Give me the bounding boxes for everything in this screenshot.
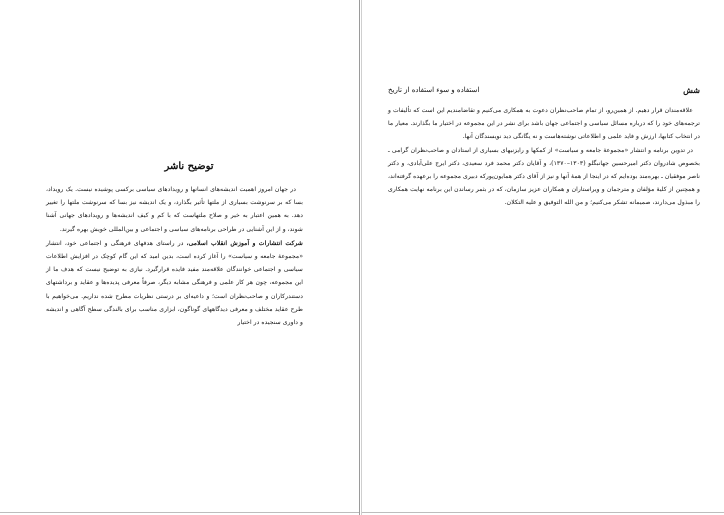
right-page [361, 0, 724, 515]
publisher-name: شرکت انتشارات و آموزش انقلاب اسلامی، [186, 239, 303, 247]
right-paragraph-1: علاقه‌مندان قرار دهیم. از همین‌رو، از تمام صاحب‌نظران دعوت به همکاری می‌کنیم و تقاضامندیم این است که تألیفات و ترجمه‌های خود را که درباره مسائل سیاسی و اجتماعی جهان باشد برای نشر در این مجموعه در اختیار ما بگذارند. معیار ما در انتخاب کتابها، ارزش و فاید علمی و اطلاعاتی نوشته‌هاست و نه یگانگی دید نویسندگان آنها. [388, 107, 700, 141]
running-title: استفاده و سوء استفاده از تاریخ [388, 86, 480, 94]
left-paragraph-2-text: در راستای هدفهای فرهنگی و اجتماعی خود، انتشار «مجموعهٔ جامعه و سیاست» را آغاز کرده است، بدین امید که این گام کوچک در افزایش اطلاعات سیاسی و اجتماعی خوانندگان علاقه‌مند مفید فایده قرارگیرد. نیازی به توضیح نیست که هدف ما از این مجموعه، چون هر کار علمی و فرهنگی مشابه دیگر، صرفاً معرفی پدیده‌ها و عقاید و برداشتهای دستندرکاران و صاحب‌نظران است؛ و داعیه‌ای بر درستی نظریات مطرح شده نداریم. می‌خواهیم با طرح عقاید مختلف و معرفی دیدگاههای گوناگون، ابزاری مناسب برای بالندگی سطح آگاهی و اندیشه و داوری سنجیده در اختیار [46, 239, 303, 327]
left-page-body [46, 183, 303, 329]
page-bottom-edge [362, 512, 724, 513]
page-bottom-edge [0, 512, 359, 513]
publisher-note-heading: توضیح ناشر [164, 161, 214, 172]
right-paragraph-2: در تدوین برنامه و انتشار «مجموعهٔ جامعه و سیاست» از کمکها و رایزنیهای بسیاری از استادان و صاحب‌نظران گرامی ـ بخصوص شادروان دکتر امیرحسین جهانبگلو (۱۳۰۳–۱۳۷۰)، و آقایان دکتر محمد فرد سعیدی، دکتر ایرج علی‌آبادی، و دکتر ناصر موفقیان ـ بهره‌مند بوده‌ایم که در اینجا از همهٔ آنها و نیز از آقای دکتر همایون‌پورکه دبیری مجموعه را برعهده گرفته‌اند، و همچنین از کلیهٔ مؤلفان و مترجمان و ویراستاران و همکاران عزیز سازمان، که در بثمر رساندن این برنامه نهایت همکاری را مبذول می‌دارند، صمیمانه تشکر می‌کنیم؛ و من الله التوفیق و علیه التکلان. [388, 146, 700, 207]
left-page [0, 0, 360, 515]
right-page-body [388, 104, 700, 210]
left-paragraph-2 [46, 237, 303, 329]
page-number: شش [683, 85, 700, 95]
running-header [388, 82, 700, 98]
left-paragraph-1: در جهان امروز اهمیت اندیشه‌های انسانها و رویدادهای سیاسی برکسی پوشیده نیست. یک رویداد، بسا که بر سرنوشت بسیاری از ملتها تأثیر بگذارد، و یک اندیشه نیز بسا که سرنوشت ملتها را تغییر دهد. به همین اعتبار به خیر و صلاح ملتهاست که با کم و کیف اندیشه‌ها و رویدادهای جهانی آشنا شوند، و از این آشنایی در طراحی برنامه‌های سیاسی و اجتماعی و بین‌المللی خویش بهره گیرند. [46, 186, 303, 233]
